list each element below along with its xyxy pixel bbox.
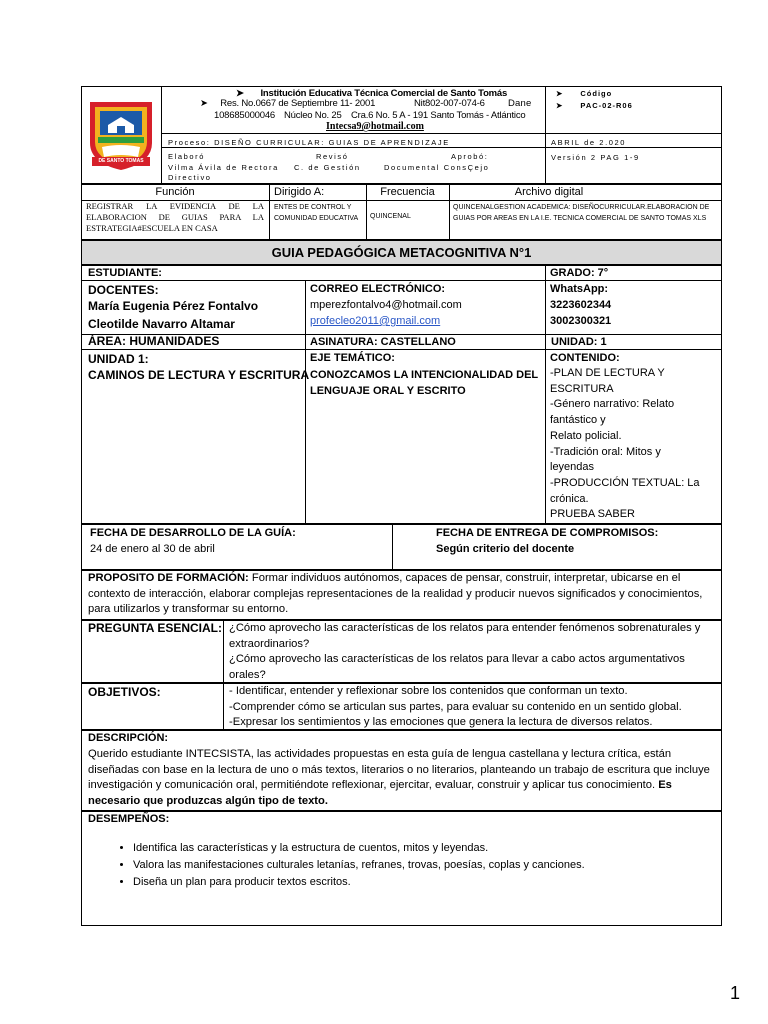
archivo-cell: QUINCENALGESTION ACADEMICA: DISEÑOCURRICULAR.ELABORACION DE GUIAS POR AREAS EN LA I.E. TECNICA COMERCIAL DE SANTO TOMAS XLS [453,204,710,222]
col-funcion-header: Función [155,186,195,198]
dirigido-cell: ENTES DE CONTROL Y COMUNIDAD EDUCATIVA [274,204,359,222]
fecha-text: ABRIL de 2.020 [551,138,627,147]
proposito-paragraph [88,571,718,618]
docente-1: María Eugenia Pérez Fontalvo [88,299,259,313]
fecha-entrega-value: Según criterio del docente [436,543,575,555]
nit-text: Nit802-007-074-6 [414,98,485,109]
correo-2-link[interactable]: profecleo2011@gmail.com [310,315,441,327]
fecha-desarrollo-value: 24 de enero al 30 de abril [90,543,215,555]
resolution-text: Res. No.0667 de Septiembre 11- 2001 [220,98,376,109]
contenido-item: -PLAN DE LECTURA Y [550,367,665,379]
contenido-list [550,366,720,523]
school-logo [86,99,156,171]
bullet-arrow-icon: ➤ [236,88,244,99]
bullet-arrow-icon: ➤ [556,89,564,98]
codigo-value-text: PAC-02-R06 [580,101,633,110]
contenido-item: leyendas [550,461,595,474]
docente-2: Cleotilde Navarro Altamar [88,317,235,331]
fecha-desarrollo-label: FECHA DE DESARROLLO DE LA GUÍA: [90,527,296,539]
correo-1[interactable]: mperezfontalvo4@hotmail.com [310,299,462,311]
unidad-title: CAMINOS DE LECTURA Y ESCRITURA [88,368,310,382]
desempeno-item: • Valora las manifestaciones culturales letanías, refranes, trovas, poesías, coplas y canciones. [133,857,722,874]
unidad-number: UNIDAD: 1 [551,336,607,348]
whatsapp-2: 3002300321 [550,315,612,327]
correo-label: CORREO ELECTRÓNICO: [310,283,446,295]
objetivos-list [229,684,719,731]
contenido-item: Relato policial. [550,429,622,442]
bullet-arrow-icon: ➤ [200,98,208,109]
descripcion-text: Querido estudiante INTECSISTA, las actividades propuestas en esta guía de lengua castellana y lectura crítica, están diseñadas con base en la lectura de uno o más textos, literarios o no literarios, planteando un trabajo de escritura que incluye investigación y comunicación oral, permitiéndote reflexionar, ejercitar, evaluar, construir y aplicar tus conocimiento. [88,748,710,792]
objetivos-label: OBJETIVOS: [88,685,161,699]
grado-label: GRADO: 7° [550,267,609,279]
institution-email[interactable]: Intecsa9@hotmail.com [326,121,424,132]
codigo-label [556,89,612,98]
objetivo-item: -Expresar los sentimientos y las emociones que genera la lectura de diversos relatos. [229,716,653,729]
docentes-label: DOCENTES: [88,283,159,297]
area-label: ÁREA: HUMANIDADES [88,334,220,348]
aprobo-label: Aprobó: [451,152,489,161]
pregunta-2: ¿Cómo aprovecho las características de los relatos para llevar a cabo actos argumentativos orales? [229,653,685,681]
contenido-item: -Tradición oral: Mitos y [550,445,661,458]
reviso-name: C. de Gestión [294,163,361,172]
proposito-label: PROPOSITO DE FORMACIÓN: [88,572,249,584]
bullet-arrow-icon: ➤ [556,101,564,110]
desempenos-label: DESEMPEÑOS: [88,813,170,825]
eje-label: EJE TEMÁTICO: [310,352,395,364]
contenido-item: -PRODUCCIÓN TEXTUAL: La [550,476,700,489]
proceso-text: Proceso: DISEÑO CURRICULAR: GUIAS DE APRENDIZAJE [168,138,450,147]
logo-bottom-text: DE SANTO TOMAS [98,158,144,164]
pregunta-1: ¿Cómo aprovecho las características de los relatos para entender fenómenos sobrenaturales y extraordinarios? [229,622,701,650]
aprobo-name: Documental ConsÇejo [384,163,490,172]
proposito-text: Formar individuos autónomos, capaces de pensar, construir, interpretar, ubicarse en el contexto de interacción, elaborar complejas representaciones de la realidad y producir nuevos significados y conocimientos, para utilizarlos y transformar su entorno. [88,572,703,616]
pregunta-label: PREGUNTA ESENCIAL: [88,621,223,635]
desempeno-item: • Identifica las características y la estructura de cuentos, mitos y leyendas. [133,840,722,857]
descripcion-paragraph [88,747,718,809]
elaboro-name: Vilma Ávila de Rectora [168,163,279,172]
whatsapp-1: 3223602344 [550,299,612,311]
directivo-text: Directivo [168,173,212,182]
reviso-label: Revisó [316,152,349,161]
codigo-label-text: Código [580,89,613,98]
contenido-item: PRUEBA SABER [550,508,635,521]
address-text: Cra.6 No. 5 A - 191 Santo Tomás - Atlántico [351,110,526,121]
contenido-item: fantástico y [550,414,606,427]
col-frecuencia-header: Frecuencia [380,186,435,198]
descripcion-label: DESCRIPCIÓN: [88,732,169,744]
col-archivo-header: Archivo digital [514,186,584,198]
frecuencia-cell: QUINCENAL [370,213,411,220]
objetivo-item: -Comprender cómo se articulan sus partes, para evaluar su contenido en un sentido global. [229,700,682,713]
asignatura-label: ASINATURA: CASTELLANO [310,336,456,348]
nucleo-text: Núcleo No. 25 [284,110,342,121]
institution-name-text: Institución Educativa Técnica Comercial de Santo Tomás [260,88,508,99]
guide-title: GUIA PEDAGÓGICA METACOGNITIVA N°1 [271,245,532,260]
contenido-item: ESCRITURA [550,382,614,395]
desempenos-list [81,840,722,891]
col-dirigido-header: Dirigido A: [274,186,325,198]
contenido-item: crónica. [550,492,589,505]
unidad-label: UNIDAD 1: [88,352,149,366]
eje-text: CONOZCAMOS LA INTENCIONALIDAD DEL LENGUAJE ORAL Y ESCRITO [310,369,538,397]
dane-number: 108685000046 [214,110,276,121]
codigo-value [556,101,633,110]
desempeno-item: • Diseña un plan para producir textos escritos. [133,874,722,891]
contenido-label: CONTENIDO: [550,352,620,364]
version-text: Versión 2 PAG 1-9 [551,153,640,162]
fecha-entrega-label: FECHA DE ENTREGA DE COMPROMISOS: [436,527,659,539]
contenido-item: -Género narrativo: Relato [550,398,675,411]
funcion-cell: REGISTRAR LA EVIDENCIA DE LA ELABORACION DE GUIAS PARA LA ESTRATEGIA#ESCUELA EN CASA [86,201,264,233]
dane-label: Dane [508,98,532,109]
whatsapp-label: WhatsApp: [550,283,609,295]
elaboro-label: Elaboró [168,152,206,161]
resolution-line [200,98,375,109]
descripcion-bold: Es necesario que produzcas algún tipo de texto. [88,779,672,807]
estudiante-label: ESTUDIANTE: [88,267,162,279]
objetivo-item: - Identificar, entender y reflexionar sobre los contenidos que conforman un texto. [229,685,628,697]
page-number: 1 [730,983,741,1003]
